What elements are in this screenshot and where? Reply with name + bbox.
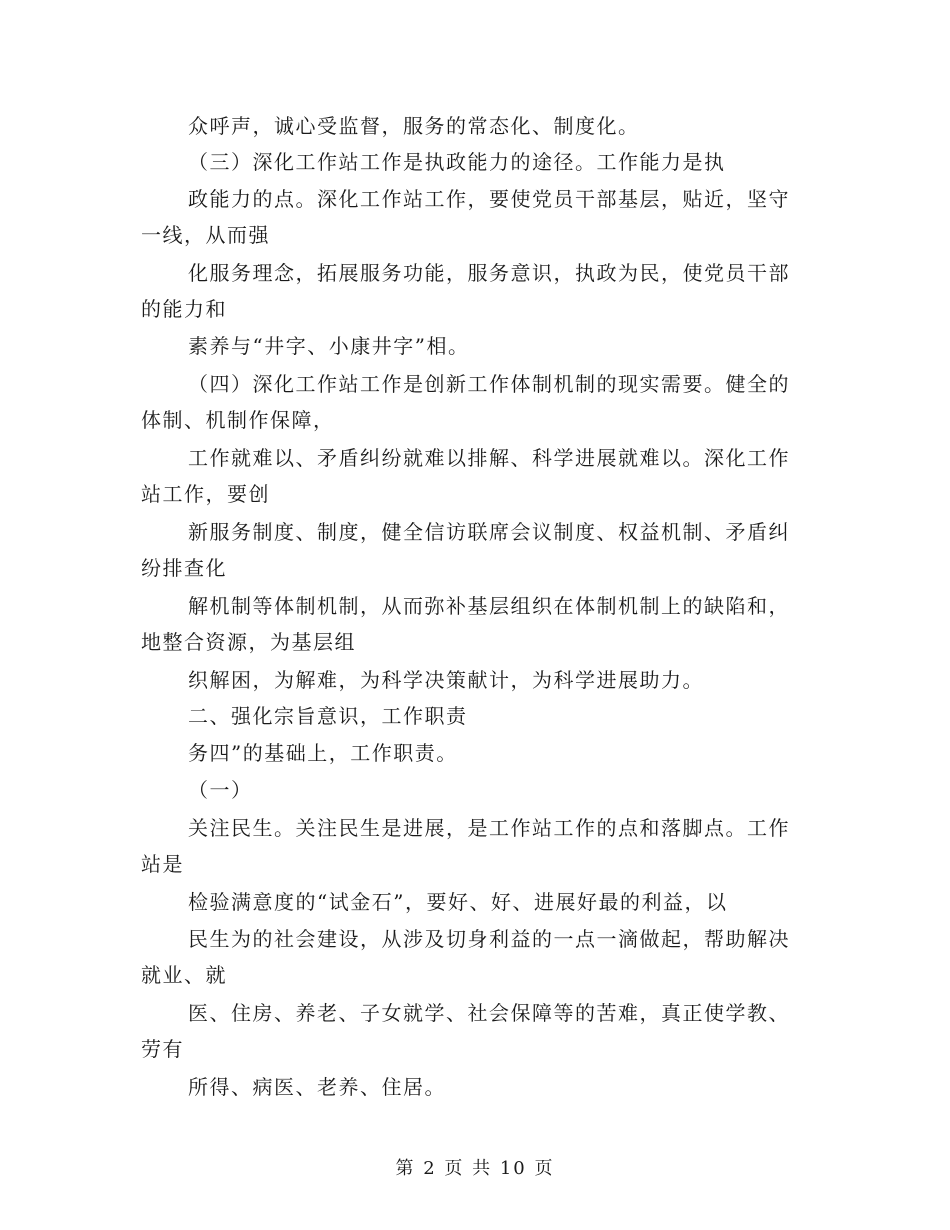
text-line: （三）深化工作站工作是执政能力的途径。工作能力是执	[188, 150, 726, 174]
section-heading: 二、强化宗旨意识，工作职责	[188, 704, 468, 728]
text-line: 解机制等体制机制，从而弥补基层组织在体制机制上的缺陷和，	[188, 594, 790, 618]
text-line: 医、住房、养老、子女就学、社会保障等的苦难，真正使学教、	[188, 1001, 790, 1025]
text-line: 关注民生。关注民生是进展，是工作站工作的点和落脚点。工作	[188, 816, 790, 840]
text-line: 民生为的社会建设，从涉及切身利益的一点一滴做起，帮助解决	[188, 927, 790, 951]
text-line: 众呼声，诚心受监督，服务的常态化、制度化。	[188, 114, 640, 138]
page-number-footer: 第 2 页 共 10 页	[395, 1158, 555, 1179]
text-line: 织解困，为解难，为科学决策献计，为科学进展助力。	[188, 668, 704, 692]
text-line: 体制、机制作保障，	[141, 408, 335, 432]
text-line: 劳有	[141, 1037, 184, 1061]
text-line: 工作就难以、矛盾纠纷就难以排解、科学进展就难以。深化工作	[188, 446, 790, 470]
text-line: 站工作，要创	[141, 482, 270, 506]
text-line: 务四”的基础上，工作职责。	[188, 741, 458, 765]
text-line: 纷排查化	[141, 556, 227, 580]
text-line: 一线，从而强	[141, 223, 270, 247]
text-line: 化服务理念，拓展服务功能，服务意识，执政为民，使党员干部	[188, 261, 790, 285]
text-line: 新服务制度、制度，健全信访联席会议制度、权益机制、矛盾纠	[188, 520, 790, 544]
text-line: 所得、病医、老养、住居。	[188, 1075, 446, 1099]
text-line: （四）深化工作站工作是创新工作体制机制的现实需要。健全的	[188, 372, 790, 396]
text-line: 的能力和	[141, 297, 227, 321]
text-line: 站是	[141, 852, 184, 876]
text-line: 就业、就	[141, 963, 227, 987]
subsection-heading: （一）	[188, 778, 253, 802]
text-line: 地整合资源，为基层组	[141, 630, 356, 654]
text-line: 素养与“井字、小康井字”相。	[188, 334, 470, 358]
text-line: 政能力的点。深化工作站工作，要使党员干部基层，贴近，坚守	[188, 187, 790, 211]
text-line: 检验满意度的“试金石”，要好、好、进展好最的利益，以	[188, 890, 728, 914]
